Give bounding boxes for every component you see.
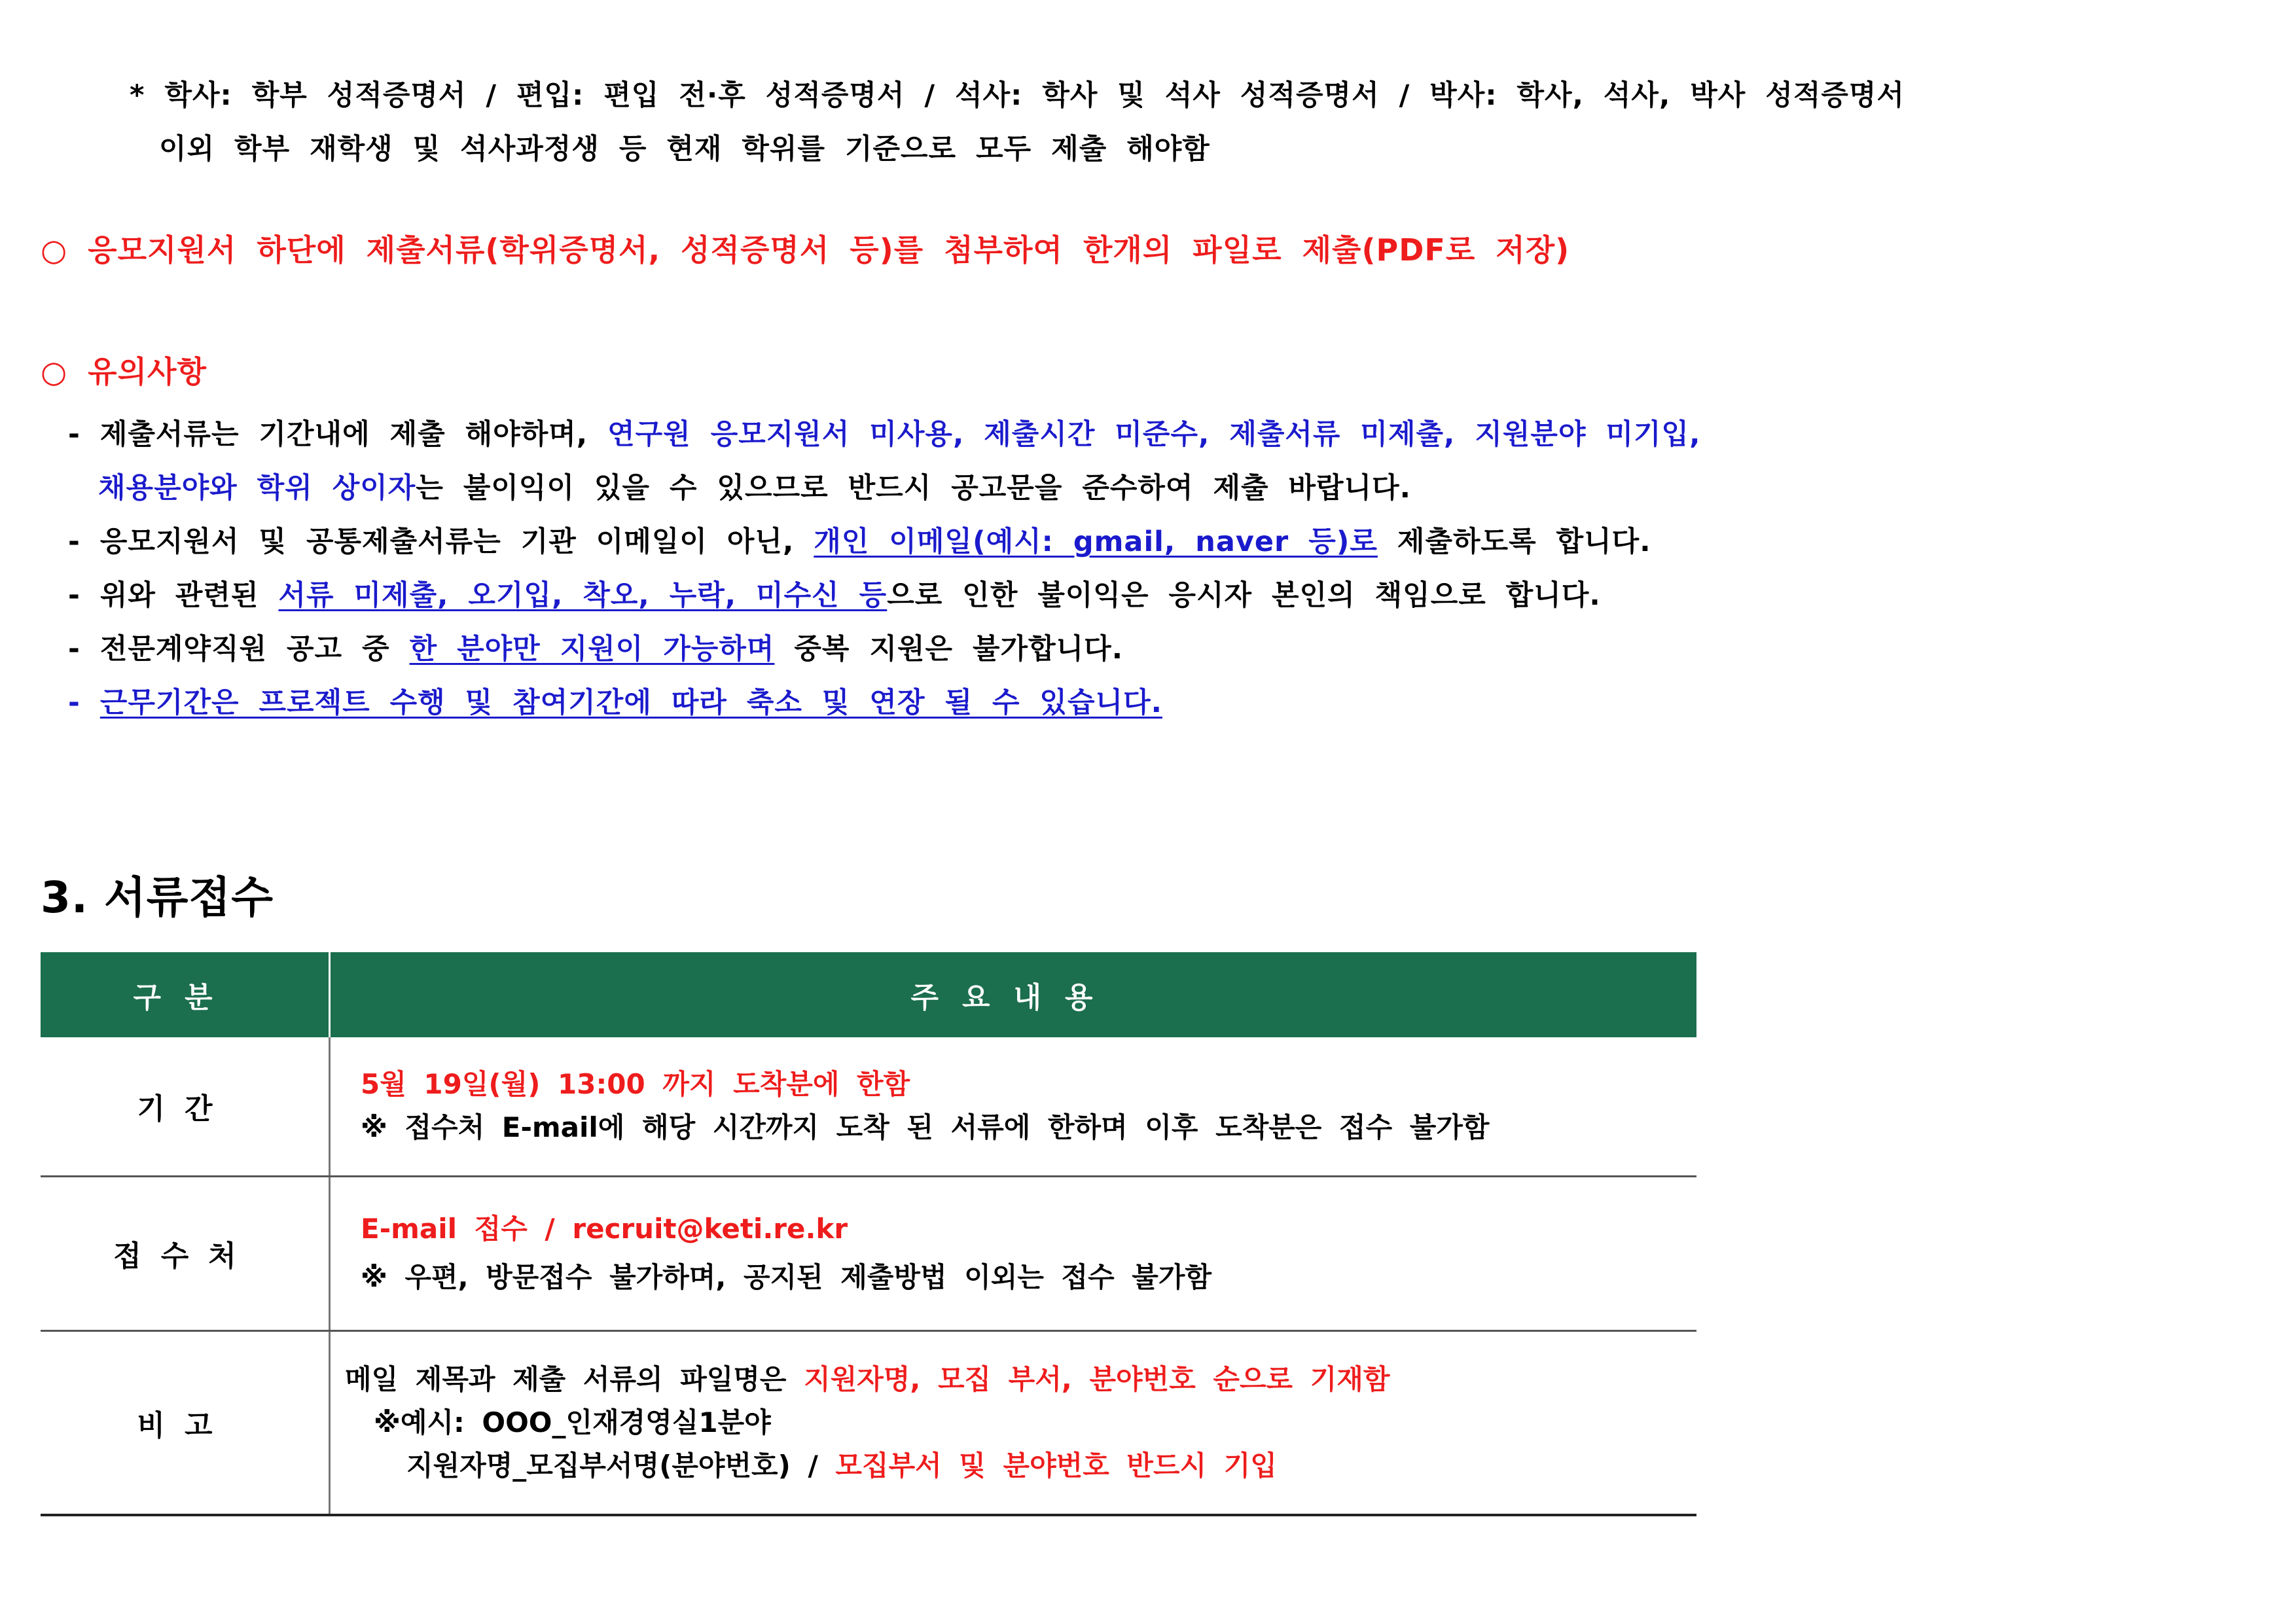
caution-item-3 — [68, 573, 1601, 613]
header-content: 주요내용 — [330, 952, 1697, 1037]
note-label: 비고 — [41, 1330, 330, 1515]
caution-item-5 — [68, 681, 1162, 721]
period-note: ※ 접수처 E-mail에 해당 시간까지 도착 된 서류에 한하며 이후 도착분은 접수 불가함 — [361, 1111, 1490, 1144]
caution-item-2-emphasis: 개인 이메일(예시: gmail, naver 등)로 — [814, 526, 1378, 558]
caution-item-1-text-2: 는 불이익이 있을 수 있으므로 반드시 공고문을 준수하여 제출 바랍니다. — [416, 472, 1411, 505]
place-label: 접수처 — [41, 1176, 330, 1330]
place-note: ※ 우편, 방문접수 불가하며, 공지된 제출방법 이외는 접수 불가함 — [361, 1261, 1212, 1293]
caution-item-2 — [68, 520, 1651, 560]
place-email: E-mail 접수 / recruit@keti.re.kr — [361, 1213, 848, 1245]
period-content — [330, 1037, 1697, 1176]
header-category: 구분 — [41, 952, 330, 1037]
note-line-3-emphasis: 모집부서 및 분야번호 반드시 기입 — [835, 1449, 1277, 1482]
note-line-1 — [345, 1358, 1696, 1401]
note-line-1-text: 메일 제목과 제출 서류의 파일명은 — [345, 1363, 804, 1395]
caution-item-1-text: - 제출서류는 기간내에 제출 해야하며, — [68, 418, 608, 451]
table-row-period — [41, 1037, 1696, 1176]
note-line-1-emphasis: 지원자명, 모집 부서, 분야번호 순으로 기재함 — [804, 1363, 1390, 1395]
caution-item-3-text-2: 으로 인한 불이익은 응시자 본인의 책임으로 합니다. — [887, 579, 1601, 612]
grades-note-line1: * 학사: 학부 성적증명서 / 편입: 편입 전·후 성적증명서 / 석사: 학사 및 석사 성적증명서 / 박사: 학사, 석사, 박사 성적증명서 — [130, 79, 1905, 112]
period-label: 기간 — [41, 1037, 330, 1176]
note-example: ※예시: OOO_인재경영실1분야 — [374, 1406, 771, 1438]
note-content — [330, 1330, 1697, 1515]
caution-item-4-emphasis: 한 분야만 지원이 가능하며 — [409, 633, 775, 666]
table-row-place — [41, 1176, 1696, 1330]
caution-heading: ○ 유의사항 — [41, 354, 207, 389]
caution-item-4-text: - 전문계약직원 공고 중 — [68, 633, 410, 666]
caution-item-4-text-2: 중복 지원은 불가합니다. — [774, 633, 1124, 666]
caution-item-4 — [68, 627, 1123, 667]
section-title: 3. 서류접수 — [41, 872, 274, 923]
period-deadline: 5월 19일(월) 13:00 까지 도착분에 한함 — [361, 1068, 910, 1101]
note-line-3 — [345, 1444, 1696, 1488]
place-content — [330, 1176, 1697, 1330]
caution-item-1-emphasis: 연구원 응모지원서 미사용, 제출시간 미준수, 제출서류 미제출, 지원분야 미기입, — [607, 418, 1701, 451]
caution-item-5-emphasis: 근무기간은 프로젝트 수행 및 참여기간에 따라 축소 및 연장 될 수 있습니다. — [99, 687, 1162, 719]
submission-table — [41, 952, 1696, 1516]
grades-note-line2: 이외 학부 재학생 및 석사과정생 등 현재 학위를 기준으로 모두 제출 해야함 — [159, 133, 1210, 166]
table-header-row — [41, 952, 1696, 1037]
table-row-note — [41, 1330, 1696, 1515]
caution-item-3-text: - 위와 관련된 — [68, 579, 279, 612]
caution-item-1 — [68, 412, 1700, 452]
caution-item-5-dash: - — [68, 687, 100, 719]
caution-item-1-cont — [98, 466, 1411, 506]
submit-instruction: ○ 응모지원서 하단에 제출서류(학위증명서, 성적증명서 등)를 첨부하여 한개의 파일로 제출(PDF로 저장) — [41, 232, 1570, 268]
note-line-3-text: 지원자명_모집부서명(분야번호) / — [406, 1449, 836, 1482]
caution-item-2-text-2: 제출하도록 합니다. — [1377, 526, 1651, 558]
caution-item-2-text: - 응모지원서 및 공통제출서류는 기관 이메일이 아닌, — [68, 526, 814, 558]
caution-item-3-emphasis: 서류 미제출, 오기입, 착오, 누락, 미수신 등 — [278, 579, 888, 612]
caution-item-1-emphasis-2: 채용분야와 학위 상이자 — [98, 472, 416, 505]
